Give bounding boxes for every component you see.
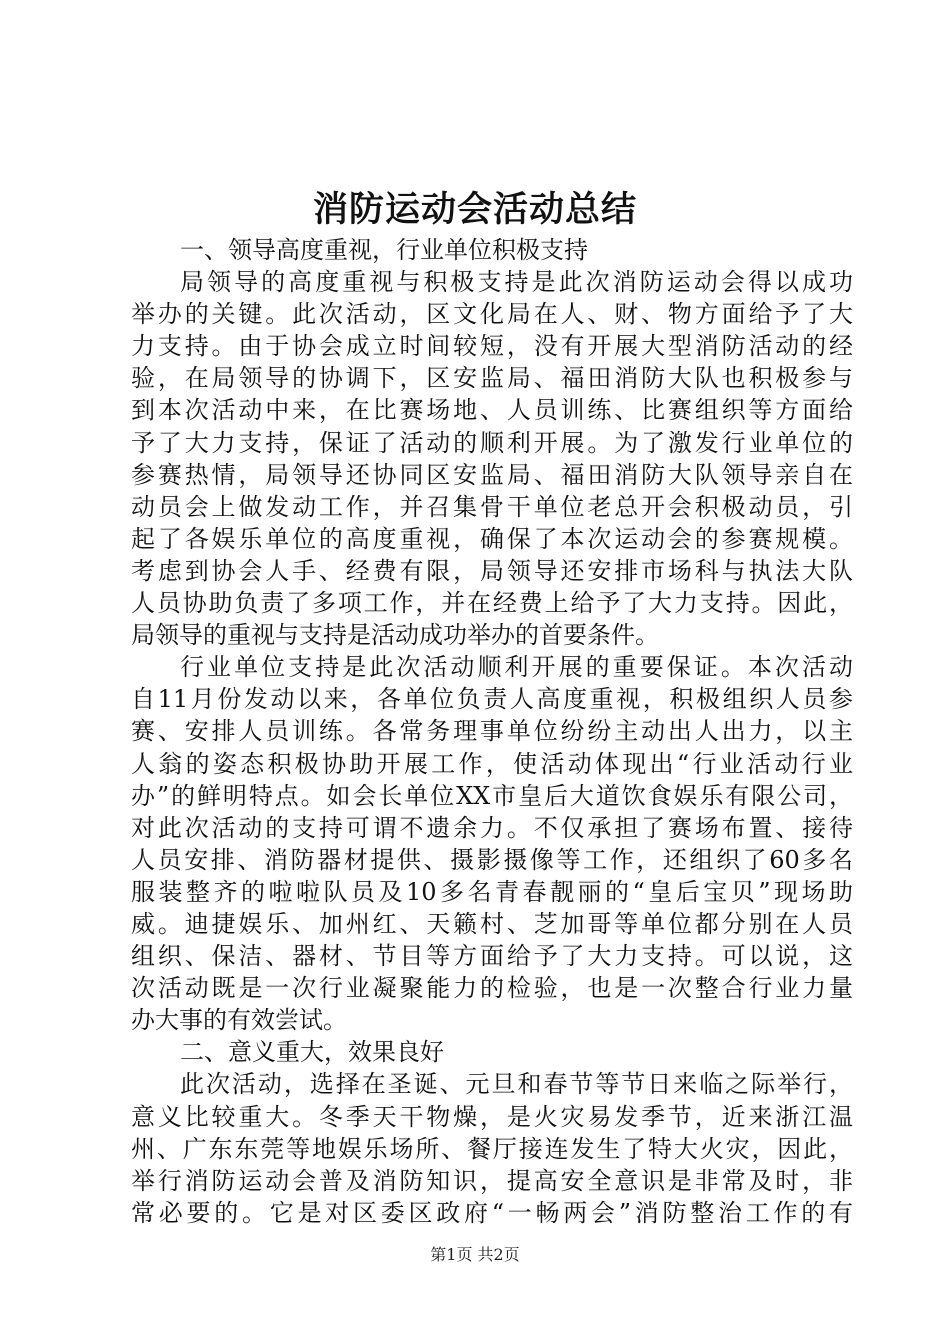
paragraph-line: 动员会上做发动工作，并召集骨干单位老总开会积极动员，引: [131, 492, 853, 521]
paragraph-line: 办”的鲜明特点。如会长单位XX市皇后大道饮食娱乐有限公司，: [131, 781, 853, 810]
paragraph-line: 考虑到协会人手、经费有限，局领导还安排市场科与执法大队: [131, 556, 853, 585]
paragraph-line: 组织、保洁、器材、节目等方面给予了大力支持。可以说，这: [131, 942, 853, 971]
paragraph-line: 人翁的姿态积极协助开展工作，使活动体现出“行业活动行业: [131, 749, 853, 778]
paragraph-line: 自11月份发动以来，各单位负责人高度重视，积极组织人员参: [131, 685, 853, 714]
paragraph-line: 局领导的重视与支持是活动成功举办的首要条件。: [131, 621, 659, 650]
document-body: [131, 234, 853, 1229]
paragraph-line: 行业单位支持是此次活动顺利开展的重要保证。本次活动: [180, 653, 853, 682]
section-heading-1: 一、领导高度重视，行业单位积极支持: [180, 236, 588, 264]
paragraph-line: 赛、安排人员训练。各常务理事单位纷纷主动出人出力，以主: [131, 717, 853, 746]
paragraph-line: 服装整齐的啦啦队员及10多名青春靓丽的“皇后宝贝”现场助: [131, 877, 853, 906]
paragraph-line: 力支持。由于协会成立时间较短，没有开展大型消防活动的经: [131, 332, 853, 361]
page-number-footer: 第1页 共2页: [430, 1245, 520, 1264]
paragraph-line: 威。迪捷娱乐、加州红、天籁村、芝加哥等单位都分别在人员: [131, 909, 853, 938]
paragraph-line: 验，在局领导的协调下，区安监局、福田消防大队也积极参与: [131, 364, 853, 393]
paragraph-line: 此次活动，选择在圣诞、元旦和春节等节日来临之际举行，: [180, 1070, 853, 1099]
paragraph-line: 起了各娱乐单位的高度重视，确保了本次运动会的参赛规模。: [131, 524, 853, 553]
paragraph-line: 局领导的高度重视与积极支持是此次消防运动会得以成功: [180, 268, 853, 297]
paragraph-line: 举办的关键。此次活动，区文化局在人、财、物方面给予了大: [131, 300, 853, 329]
paragraph-line: 人员安排、消防器材提供、摄影摄像等工作，还组织了60多名: [131, 845, 853, 874]
paragraph-line: 人员协助负责了多项工作，并在经费上给予了大力支持。因此，: [131, 589, 853, 618]
paragraph-line: 参赛热情，局领导还协同区安监局、福田消防大队领导亲自在: [131, 460, 853, 489]
paragraph-line: 意义比较重大。冬季天干物燥，是火灾易发季节，近来浙江温: [131, 1102, 853, 1131]
paragraph-line: 到本次活动中来，在比赛场地、人员训练、比赛组织等方面给: [131, 396, 853, 425]
paragraph-line: 常必要的。它是对区委区政府“一畅两会”消防整治工作的有: [131, 1198, 853, 1227]
paragraph-line: 对此次活动的支持可谓不遗余力。不仅承担了赛场布置、接待: [131, 813, 853, 842]
paragraph-line: 予了大力支持，保证了活动的顺利开展。为了激发行业单位的: [131, 428, 853, 457]
paragraph-line: 举行消防运动会普及消防知识，提高安全意识是非常及时，非: [131, 1166, 853, 1195]
paragraph-line: 次活动既是一次行业凝聚能力的检验，也是一次整合行业力量: [131, 974, 853, 1003]
section-heading-2: 二、意义重大，效果良好: [180, 1038, 444, 1067]
paragraph-line: 州、广东东莞等地娱乐场所、餐厅接连发生了特大火灾，因此，: [131, 1134, 853, 1163]
document-title: 消防运动会活动总结: [312, 189, 637, 230]
paragraph-line: 办大事的有效尝试。: [131, 1006, 347, 1035]
